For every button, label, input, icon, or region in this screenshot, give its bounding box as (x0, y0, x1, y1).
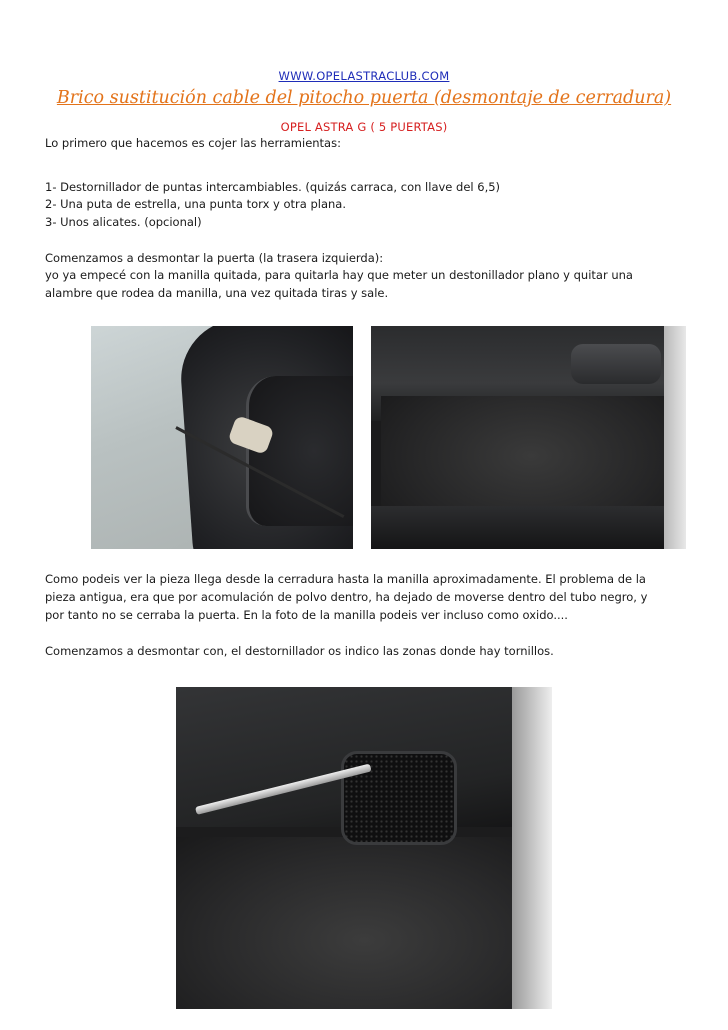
step3-text-1: Comenzamos a desmontar con, el destornillador os indico las zonas donde hay tornillos. (45, 644, 554, 658)
tool-item-2: 2- Una puta de estrella, una punta torx y otra plana. (45, 197, 346, 211)
photo-lower-felt (176, 837, 552, 1009)
step1-text-3: alambre que rodea da manilla, una vez quitada tiras y sale. (45, 286, 389, 300)
photo-door-frame (512, 687, 552, 1009)
page-title: Brico sustitución cable del pitocho puerta (desmontaje de cerradura) (56, 88, 672, 108)
photo-speaker-screwdriver (176, 687, 552, 1009)
step1-text-2: yo ya empecé con la manilla quitada, para quitarla hay que meter un destonillador plano y quitar una (45, 268, 633, 282)
intro-text: Lo primero que hacemos es cojer las herramientas: (45, 136, 341, 150)
photo-lower-trim (371, 506, 686, 549)
page-subtitle: OPEL ASTRA G ( 5 PUERTAS) (280, 120, 448, 134)
site-link[interactable]: WWW.OPELASTRACLUB.COM (278, 69, 450, 83)
step1-text-1: Comenzamos a desmontar la puerta (la trasera izquierda): (45, 251, 384, 265)
photo-inner-handle (571, 344, 661, 384)
step2-text-1: Como podeis ver la pieza llega desde la cerradura hasta la manilla aproximadamente. El problema de la (45, 572, 646, 586)
photo-door-interior (371, 326, 686, 549)
step2-text-2: pieza antigua, era que por acomulación de polvo dentro, ha dejado de moverse dentro del tubo negro, y (45, 590, 648, 604)
tool-item-1: 1- Destornillador de puntas intercambiables. (quizás carraca, con llave del 6,5) (45, 180, 501, 194)
tool-item-3: 3- Unos alicates. (opcional) (45, 215, 202, 229)
photo-door-edge (664, 326, 686, 549)
photo-door-handle (91, 326, 353, 549)
step2-text-3: por tanto no se cerraba la puerta. En la foto de la manilla podeis ver incluso como oxido.... (45, 608, 568, 622)
photo-speaker-grille (341, 751, 457, 845)
